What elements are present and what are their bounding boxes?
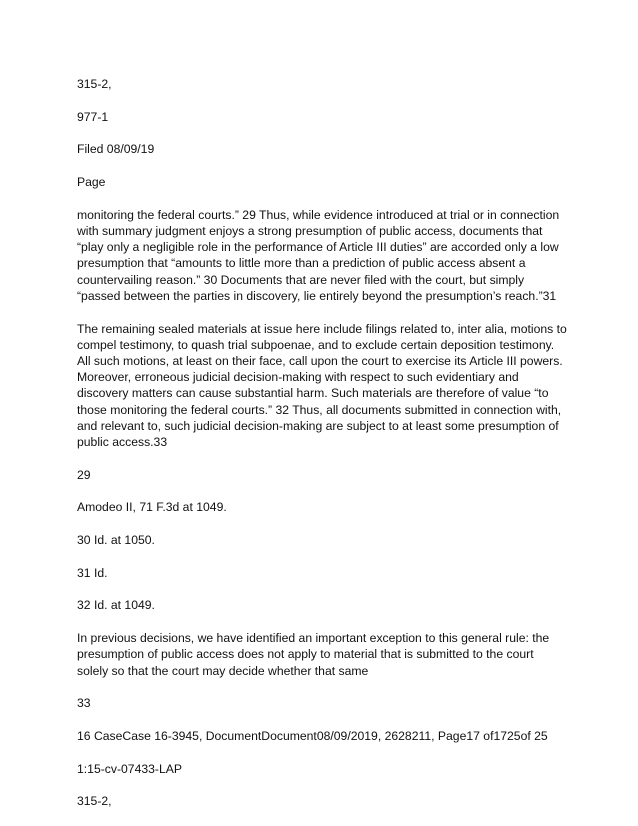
body-paragraph-2: The remaining sealed materials at issue here include filings related to, inter alia, motions to compel testimony, to quash trial subpoenae, and to exclude certain deposition testimony. All such motions, at least on their face, call upon the court to exercise its Article III powers. Moreover, erroneous judicial decision-making with respect to such evidentiary and discovery matters can cause substantial harm. Such materials are therefore of value “to those monitoring the federal courts.” 32 Thus, all documents submitted in connection with, and relevant to, such judicial decision-making are subject to at least some presumption of public access.33 [77, 321, 567, 449]
footnote-33-text: In previous decisions, we have identified an important exception to this general rule: the presumption of public access does not apply to material that is submitted to the court solely so that the court may decide whether that same [77, 631, 550, 678]
footer-trailing-line: 315-2, [77, 794, 112, 809]
footnote-33-number: 33 [77, 696, 91, 711]
footnote-29-text: Amodeo II, 71 F.3d at 1049. [77, 500, 227, 515]
footnote-30: 30 Id. at 1050. [77, 533, 155, 548]
header-page-label: Page [77, 175, 106, 190]
footer-case-line: 16 CaseCase 16-3945, DocumentDocument08/09/2019, 2628211, Page17 of1725of 25 [77, 728, 548, 743]
footnote-29-number: 29 [77, 467, 91, 482]
header-filed-date: Filed 08/09/19 [77, 142, 155, 157]
footer-docket-number: 1:15-cv-07433-LAP [77, 761, 183, 776]
body-paragraph-1: monitoring the federal courts.” 29 Thus, while evidence introduced at trial or in connection with summary judgment enjoys a strong presumption of public access, documents that “play only a negligible role in the performance of Article III duties” are accorded only a low presumption that “amounts to little more than a prediction of public access absent a countervailing reason.” 30 Documents that are never filed with the court, but simply “passed between the parties in discovery, lie entirely beyond the presumption’s reach.”31 [77, 207, 560, 303]
footnote-31: 31 Id. [77, 565, 108, 580]
footnote-32: 32 Id. at 1049. [77, 598, 155, 613]
header-line-2: 977-1 [77, 109, 109, 124]
header-line-1: 315-2, [77, 77, 112, 91]
document-page [77, 76, 567, 826]
